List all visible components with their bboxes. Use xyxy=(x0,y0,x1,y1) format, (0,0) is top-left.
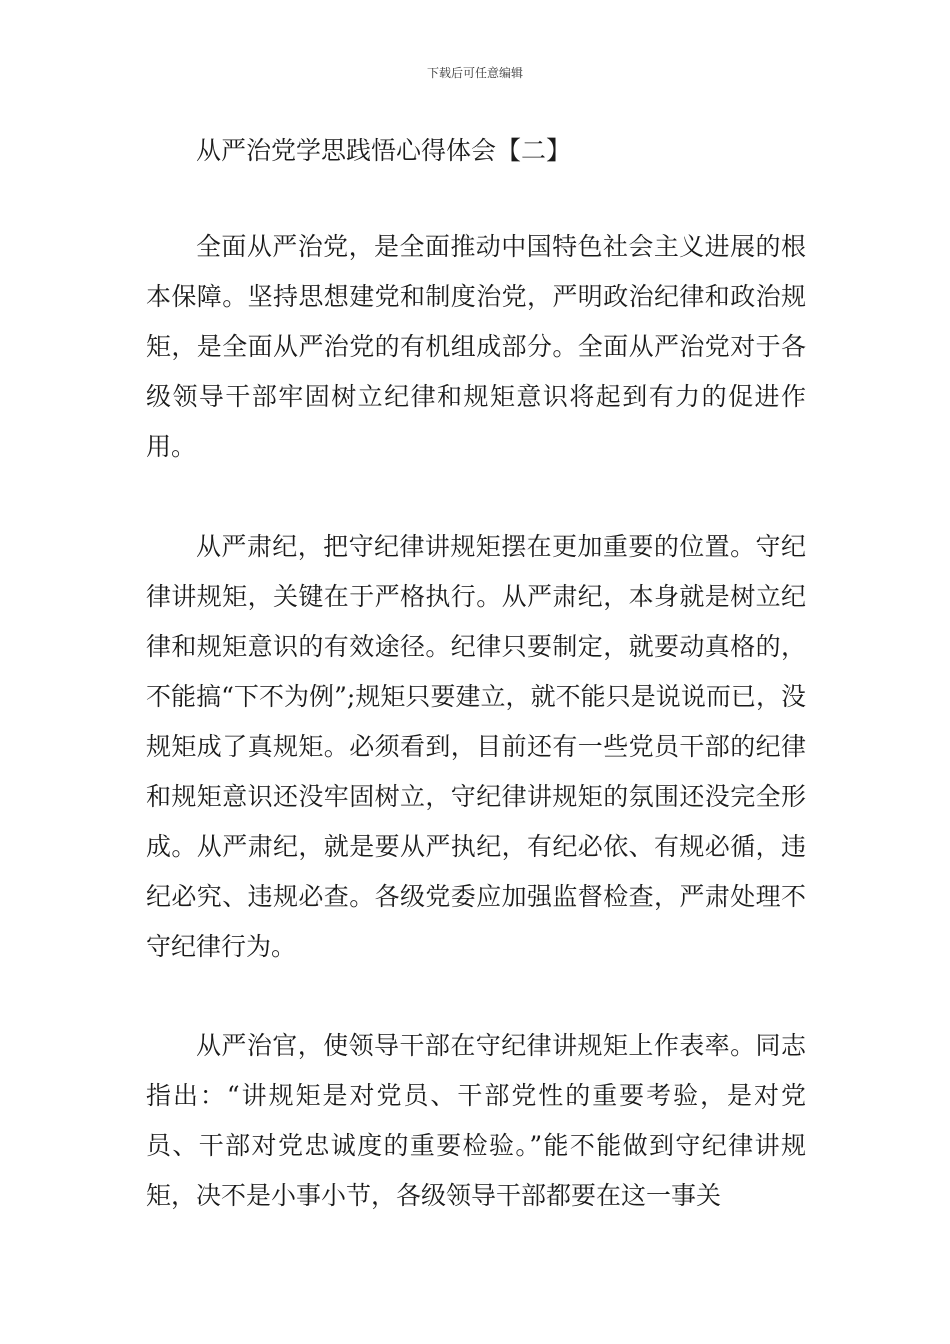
document-title: 从严治党学思践悟心得体会【二】 xyxy=(196,136,572,165)
paragraph-1: 全面从严治党，是全面推动中国特色社会主义进展的根本保障。坚持思想建党和制度治党，严明政治纪律和政治规矩，是全面从严治党的有机组成部分。全面从严治党对于各级领导干部牢固树立纪律和规矩意识将起到有力的促进作用。 xyxy=(146,232,806,461)
paragraph-2: 从严肃纪，把守纪律讲规矩摆在更加重要的位置。守纪律讲规矩，关键在于严格执行。从严肃纪，本身就是树立纪律和规矩意识的有效途径。纪律只要制定，就要动真格的，不能搞“下不为例”;规矩只要建立，就不能只是说说而已，没规矩成了真规矩。必须看到，目前还有一些党员干部的纪律和规矩意识还没牢固树立，守纪律讲规矩的氛围还没完全形成。从严肃纪，就是要从严执纪，有纪必依、有规必循，违纪必究、违规必查。各级党委应加强监督检查，严肃处理不守纪律行为。 xyxy=(146,532,806,961)
paragraph-3: 从严治官，使领导干部在守纪律讲规矩上作表率。同志指出：“讲规矩是对党员、干部党性的重要考验，是对党员、干部对党忠诚度的重要检验。”能不能做到守纪律讲规矩，决不是小事小节，各级领导干部都要在这一事关 xyxy=(146,1031,806,1210)
header-note: 下载后可任意编辑 xyxy=(426,66,523,80)
